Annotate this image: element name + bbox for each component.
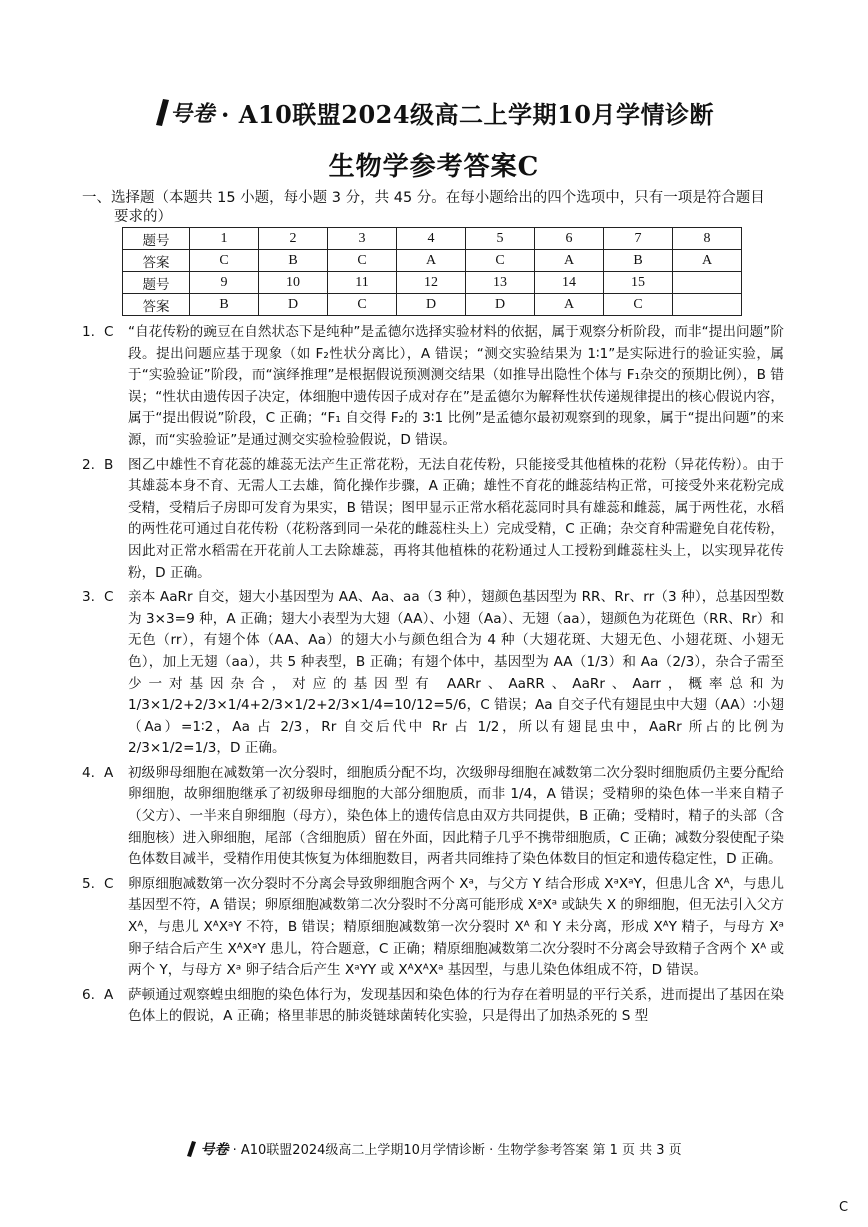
answer-letter: C [104, 324, 114, 340]
answer-row [123, 250, 742, 272]
table-cell: B [259, 250, 328, 272]
document-header [0, 95, 868, 183]
table-cell: 2 [259, 228, 328, 250]
answer-row [123, 294, 742, 316]
table-cell: 4 [397, 228, 466, 250]
question-number: 3. [82, 589, 95, 606]
table-row-label: 题号 [123, 272, 190, 294]
brand-logo-text: 号卷 [170, 101, 216, 127]
table-row-label: 题号 [123, 228, 190, 250]
table-cell: 6 [535, 228, 604, 250]
table-cell: C [466, 250, 535, 272]
table-cell: 13 [466, 272, 535, 294]
table-cell: B [604, 250, 673, 272]
explanation-text: 萨顿通过观察蝗虫细胞的染色体行为，发现基因和染色体的行为存在着明显的平行关系，进而提出了基因在染色体上的假说，A 正确；格里菲思的肺炎链球菌转化实验，只是得出了加热杀死的 S 型 [128, 986, 784, 1025]
explanation-item [82, 874, 784, 982]
table-row-label: 答案 [123, 250, 190, 272]
question-number-row [123, 272, 742, 294]
section-heading-line-2: 要求的） [114, 209, 172, 225]
footer-logo-text: 号卷 [200, 1142, 229, 1158]
explanation-item [82, 587, 784, 760]
explanation-text: 卵原细胞减数第一次分裂时不分离会导致卵细胞含两个 Xᵃ，与父方 Y 结合形成 XᵃXᵃY，但患儿含 Xᴬ，与患儿基因型不符，A 错误；卵原细胞减数第二次分裂时不分离可能形成 XᵃXᵃ 或缺失 X 的卵细胞，但无法引入父方 Xᴬ，与患儿 XᴬXᵃY 不符，B 错误；精原细胞减数第一次分裂时 Xᴬ 和 Y 未分离，形成 XᴬY 精子，与母方 Xᵃ 卵子结合后产生 XᴬXᵃY 患儿，符合题意，C 正确；精原细胞减数第二次分裂时不分离会导致精子含两个 Xᴬ 或两个 Y，与母方 Xᵃ 卵子结合后产生 XᵃYY 或 XᴬXᴬXᵃ 基因型，与患儿染色体组成不符，D 错误。 [128, 875, 784, 979]
table-cell: 12 [397, 272, 466, 294]
document-title: · A10联盟2024级高二上学期10月学情诊断 [221, 100, 714, 129]
title-line [154, 95, 714, 130]
table-cell: 9 [190, 272, 259, 294]
section-heading [82, 189, 772, 227]
question-number-row [123, 228, 742, 250]
table-row-label: 答案 [123, 294, 190, 316]
answer-letter: C [104, 875, 114, 892]
table-cell: 15 [604, 272, 673, 294]
explanation-item [82, 322, 784, 452]
explanation-item [82, 763, 784, 871]
answer-table [122, 227, 742, 316]
table-cell: A [673, 250, 742, 272]
table-cell: 3 [328, 228, 397, 250]
explanation-text: “自花传粉的豌豆在自然状态下是纯种”是孟德尔选择实验材料的依据，属于观察分析阶段，而非“提出问题”阶段。提出问题应基于现象（如 F₂性状分离比），A 错误；“测交实验结果为 1∶1”是实际进行的验证实验，属于“实验验证”阶段，而“演绎推理”是根据假说预测测交结果（如推导出隐性个体与 F₁杂交的预期比例），B 错误；“性状由遗传因子决定，体细胞中遗传因子成对存在”是孟德尔为解释性状传递规律提出的核心假说内容，属于“提出假说”阶段，C 正确；“F₁ 自交得 F₂的 3∶1 比例”是孟德尔最初观察到的现象，属于“提出问题”的来源，而“实验验证”是通过测交实验检验假说，D 错误。 [128, 324, 784, 448]
table-cell: 14 [535, 272, 604, 294]
corner-mark: C [839, 1200, 849, 1215]
table-cell: A [535, 250, 604, 272]
table-cell: C [328, 294, 397, 316]
question-number: 6. [82, 986, 95, 1003]
footer-text: · A10联盟2024级高二上学期10月学情诊断 · 生物学参考答案 第 1 页 共 3 页 [232, 1143, 682, 1158]
table-cell: 1 [190, 228, 259, 250]
table-cell: 8 [673, 228, 742, 250]
brand-mark-icon [154, 98, 170, 128]
table-cell: A [397, 250, 466, 272]
question-number: 5. [82, 875, 95, 892]
table-cell: D [397, 294, 466, 316]
section-heading-line-1: 一、选择题（本题共 15 小题，每小题 3 分，共 45 分。在每小题给出的四个选项中，只有一项是符合题目 [82, 190, 765, 206]
answer-letter: C [104, 589, 114, 606]
explanation-item [82, 985, 784, 1028]
question-number: 2. [82, 456, 95, 473]
question-number: 1. [82, 324, 95, 340]
explanation-text: 亲本 AaRr 自交，翅大小基因型为 AA、Aa、aa（3 种），翅颜色基因型为 RR、Rr、rr（3 种），总基因型数为 3×3=9 种，A 正确；翅大小表型为大翅（AA）、小翅（Aa）、无翅（aa），翅颜色为花斑色（RR、Rr）和无色（rr），有翅个体（AA、Aa）的翅大小与颜色组合为 4 种（大翅花斑、大翅无色、小翅花斑、小翅无色），加上无翅（aa），共 5 种表型，B 正确；有翅个体中，基因型为 AA（1/3）和 Aa（2/3），杂合子需至少一对基因杂合，对应的基因型有 AARr、AaRR、AaRr、Aarr，概率总和为 1/3×1/2+2/3×1/4+2/3×1/2+2/3×1/4=10/12=5/6，C 错误；Aa 自交子代有翅昆虫中大翅（AA）∶小翅（Aa）=1∶2，Aa 占 2/3，Rr 自交后代中 Rr 占 1/2，所以有翅昆虫中，AaRr 所占的比例为 2/3×1/2=1/3，D 正确。 [128, 589, 784, 757]
table-cell: 5 [466, 228, 535, 250]
table-cell: D [259, 294, 328, 316]
table-cell: 11 [328, 272, 397, 294]
answer-letter: B [104, 456, 114, 473]
brand-mark-icon [186, 1141, 196, 1157]
table-cell [673, 272, 742, 294]
table-cell: C [328, 250, 397, 272]
table-cell: D [466, 294, 535, 316]
explanation-text: 初级卵母细胞在减数第一次分裂时，细胞质分配不均，次级卵母细胞在减数第二次分裂时细胞质仍主要分配给卵细胞，故卵细胞继承了初级卵母细胞的大部分细胞质，而非 1/4，A 错误；受精卵的染色体一半来自精子（父方）、一半来自卵细胞（母方），染色体上的遗传信息由双方共同提供，B 正确；受精时，精子的头部（含细胞核）进入卵细胞，尾部（含细胞质）留在外面，因此精子几乎不携带细胞质，C 正确；减数分裂使配子染色体数目减半，受精作用使其恢复为体细胞数目，两者共同维持了染色体数目的恒定和遗传稳定性，D 正确。 [128, 764, 784, 868]
explanation-item [82, 455, 784, 585]
answer-letter: A [104, 986, 114, 1003]
table-cell: A [535, 294, 604, 316]
explanation-text: 图乙中雄性不育花蕊的雄蕊无法产生正常花粉，无法自花传粉，只能接受其他植株的花粉（异花传粉）。由于其雄蕊本身不育、无需人工去雄，简化操作步骤，A 正确；雄性不育花的雌蕊结构正常，可接受外来花粉完成受精，受精后子房即可发育为果实，B 错误；图甲显示正常水稻花蕊同时具有雄蕊和雌蕊，属于两性花，水稻的两性花可通过自花传粉（花粉落到同一朵花的雌蕊柱头上）完成受精，C 正确；杂交育种需避免自花传粉，因此对正常水稻需在开花前人工去除雄蕊，再将其他植株的花粉通过人工授粉到雌蕊柱头上，以实现异花传粉，D 正确。 [128, 456, 784, 581]
table-cell: C [604, 294, 673, 316]
answer-explanations [82, 322, 784, 1031]
table-cell: 10 [259, 272, 328, 294]
page-footer [0, 1139, 868, 1159]
answer-letter: A [104, 764, 114, 781]
table-cell: B [190, 294, 259, 316]
table-cell: 7 [604, 228, 673, 250]
question-number: 4. [82, 764, 95, 781]
table-cell [673, 294, 742, 316]
document-subtitle: 生物学参考答案C [328, 151, 540, 182]
brand-logo [154, 97, 215, 128]
table-cell: C [190, 250, 259, 272]
